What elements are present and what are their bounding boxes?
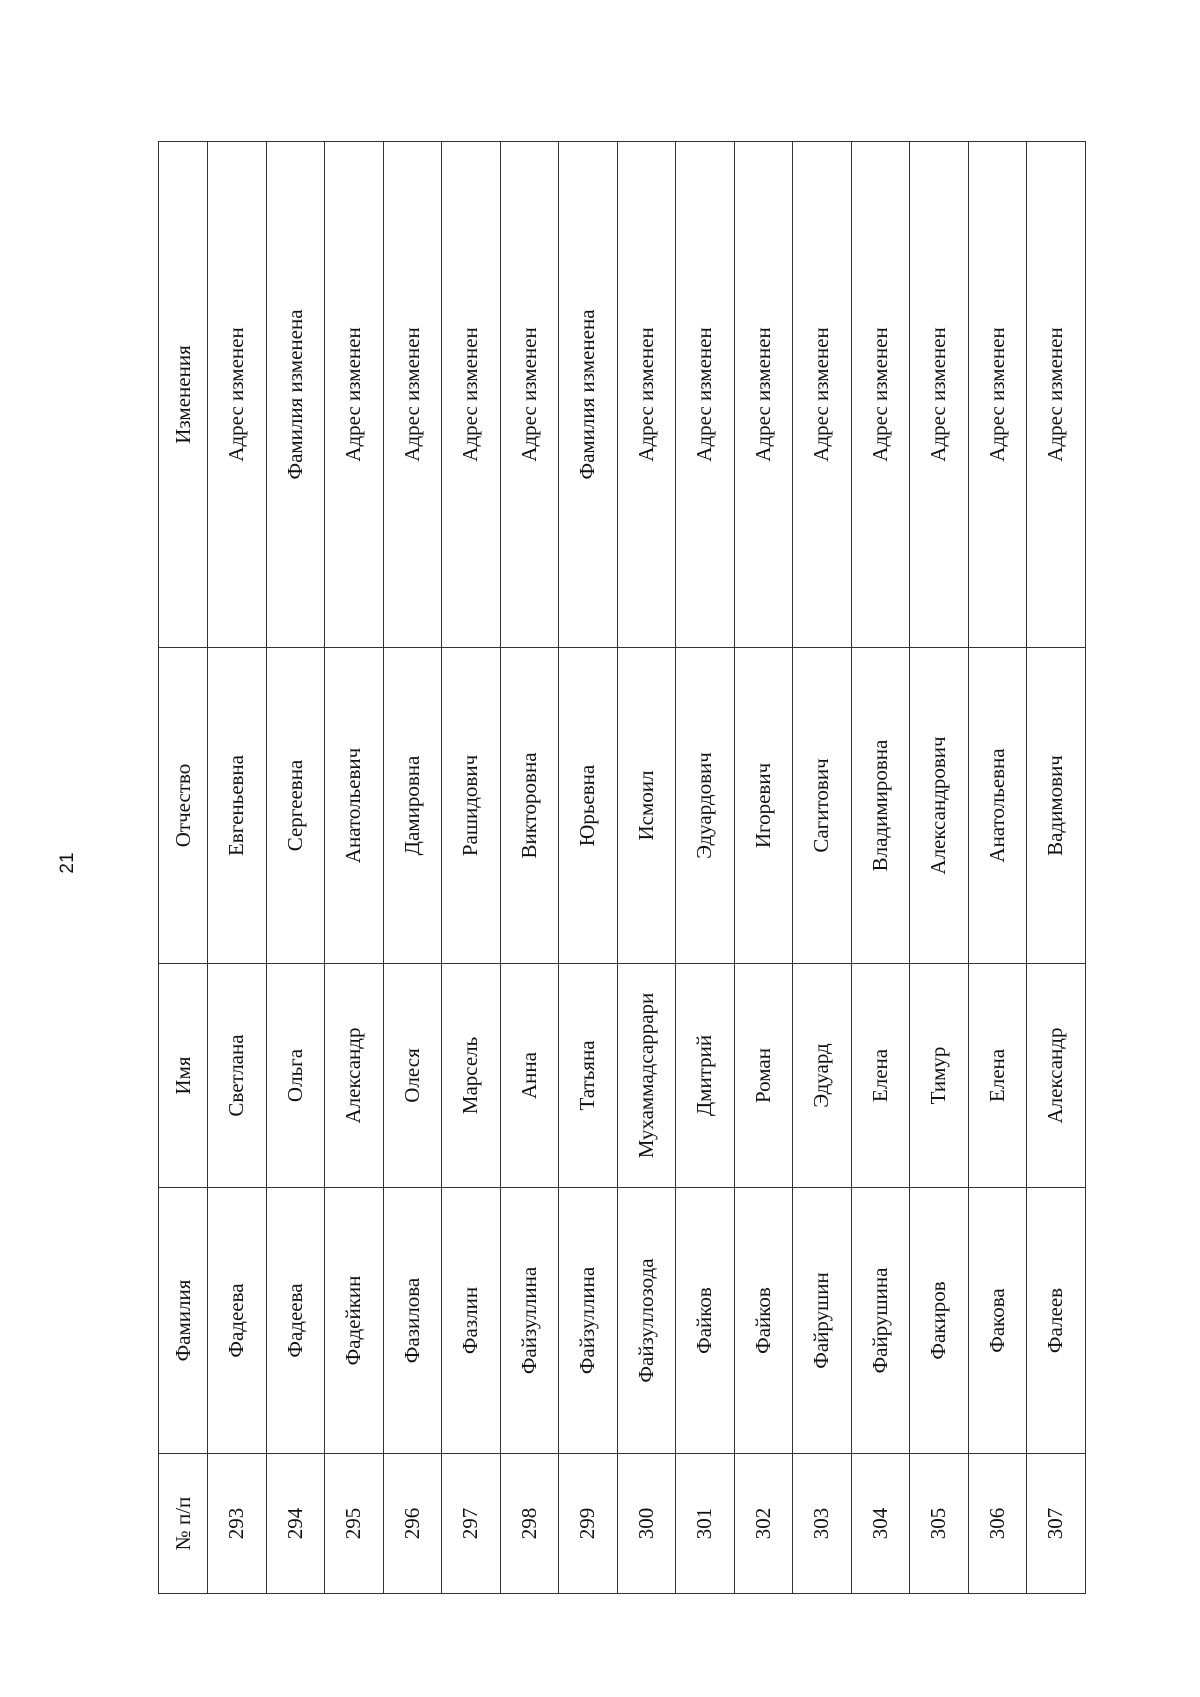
cell-first-name: Дмитрий <box>676 964 735 1188</box>
table-row <box>793 142 852 1594</box>
cell-patronymic: Игоревич <box>734 648 793 964</box>
cell-changes: Адрес изменен <box>1027 142 1086 648</box>
cell-first-name: Александр <box>325 964 384 1188</box>
cell-changes: Адрес изменен <box>793 142 852 648</box>
cell-changes: Фамилия изменена <box>559 142 618 648</box>
cell-last-name: Фазилова <box>383 1188 442 1454</box>
cell-changes: Адрес изменен <box>851 142 910 648</box>
header-patronymic: Отчество <box>159 648 208 964</box>
cell-first-name: Александр <box>1027 964 1086 1188</box>
header-first-name: Имя <box>159 964 208 1188</box>
cell-patronymic: Евгеньевна <box>208 648 267 964</box>
table-header-row <box>159 142 208 1594</box>
cell-patronymic: Рашидович <box>442 648 501 964</box>
cell-patronymic: Александрович <box>910 648 969 964</box>
cell-last-name: Файзуллина <box>500 1188 559 1454</box>
cell-patronymic: Викторовна <box>500 648 559 964</box>
table-row <box>676 142 735 1594</box>
cell-changes: Адрес изменен <box>442 142 501 648</box>
cell-first-name: Светлана <box>208 964 267 1188</box>
cell-changes: Адрес изменен <box>910 142 969 648</box>
table-row <box>910 142 969 1594</box>
table-row <box>851 142 910 1594</box>
cell-changes: Адрес изменен <box>500 142 559 648</box>
cell-patronymic: Владимировна <box>851 648 910 964</box>
cell-num: 307 <box>1027 1454 1086 1594</box>
cell-first-name: Татьяна <box>559 964 618 1188</box>
header-changes: Изменения <box>159 142 208 648</box>
table-row <box>325 142 384 1594</box>
table-row <box>968 142 1027 1594</box>
cell-first-name: Елена <box>851 964 910 1188</box>
cell-last-name: Файков <box>734 1188 793 1454</box>
table-row <box>500 142 559 1594</box>
cell-changes: Адрес изменен <box>617 142 676 648</box>
cell-num: 303 <box>793 1454 852 1594</box>
page-number: 21 <box>57 852 78 874</box>
cell-last-name: Фадеева <box>208 1188 267 1454</box>
cell-changes: Адрес изменен <box>325 142 384 648</box>
table-row <box>617 142 676 1594</box>
cell-changes: Адрес изменен <box>676 142 735 648</box>
cell-last-name: Фадеева <box>266 1188 325 1454</box>
cell-changes: Адрес изменен <box>208 142 267 648</box>
table-body <box>208 142 1086 1594</box>
cell-changes: Адрес изменен <box>968 142 1027 648</box>
cell-patronymic: Эдуардович <box>676 648 735 964</box>
cell-last-name: Файков <box>676 1188 735 1454</box>
cell-last-name: Факиров <box>910 1188 969 1454</box>
registry-table <box>158 141 1086 1594</box>
table-row <box>1027 142 1086 1594</box>
cell-first-name: Мухаммадсаррари <box>617 964 676 1188</box>
cell-patronymic: Анатольевна <box>968 648 1027 964</box>
cell-num: 294 <box>266 1454 325 1594</box>
cell-last-name: Фадейкин <box>325 1188 384 1454</box>
cell-first-name: Эдуард <box>793 964 852 1188</box>
cell-patronymic: Юрьевна <box>559 648 618 964</box>
table-row <box>734 142 793 1594</box>
cell-first-name: Ольга <box>266 964 325 1188</box>
cell-num: 304 <box>851 1454 910 1594</box>
header-num: № п/п <box>159 1454 208 1594</box>
cell-num: 296 <box>383 1454 442 1594</box>
cell-last-name: Файзуллозода <box>617 1188 676 1454</box>
cell-patronymic: Анатольевич <box>325 648 384 964</box>
cell-num: 298 <box>500 1454 559 1594</box>
table-row <box>442 142 501 1594</box>
cell-num: 295 <box>325 1454 384 1594</box>
table-row <box>266 142 325 1594</box>
cell-first-name: Олеся <box>383 964 442 1188</box>
cell-last-name: Факова <box>968 1188 1027 1454</box>
cell-num: 293 <box>208 1454 267 1594</box>
cell-patronymic: Вадимович <box>1027 648 1086 964</box>
cell-num: 302 <box>734 1454 793 1594</box>
cell-first-name: Анна <box>500 964 559 1188</box>
cell-patronymic: Дамировна <box>383 648 442 964</box>
cell-changes: Фамилия изменена <box>266 142 325 648</box>
cell-first-name: Тимур <box>910 964 969 1188</box>
cell-first-name: Марсель <box>442 964 501 1188</box>
cell-first-name: Елена <box>968 964 1027 1188</box>
cell-last-name: Файрушина <box>851 1188 910 1454</box>
cell-last-name: Файзуллина <box>559 1188 618 1454</box>
table-row <box>208 142 267 1594</box>
cell-patronymic: Сагитович <box>793 648 852 964</box>
cell-num: 300 <box>617 1454 676 1594</box>
cell-last-name: Файрушин <box>793 1188 852 1454</box>
table-row <box>559 142 618 1594</box>
cell-num: 301 <box>676 1454 735 1594</box>
cell-changes: Адрес изменен <box>383 142 442 648</box>
cell-num: 305 <box>910 1454 969 1594</box>
cell-first-name: Роман <box>734 964 793 1188</box>
cell-patronymic: Исмоил <box>617 648 676 964</box>
header-last-name: Фамилия <box>159 1188 208 1454</box>
cell-last-name: Фалеев <box>1027 1188 1086 1454</box>
cell-changes: Адрес изменен <box>734 142 793 648</box>
table-row <box>383 142 442 1594</box>
cell-num: 297 <box>442 1454 501 1594</box>
cell-num: 299 <box>559 1454 618 1594</box>
table-container <box>158 142 1084 1594</box>
cell-last-name: Фазлин <box>442 1188 501 1454</box>
cell-num: 306 <box>968 1454 1027 1594</box>
cell-patronymic: Сергеевна <box>266 648 325 964</box>
